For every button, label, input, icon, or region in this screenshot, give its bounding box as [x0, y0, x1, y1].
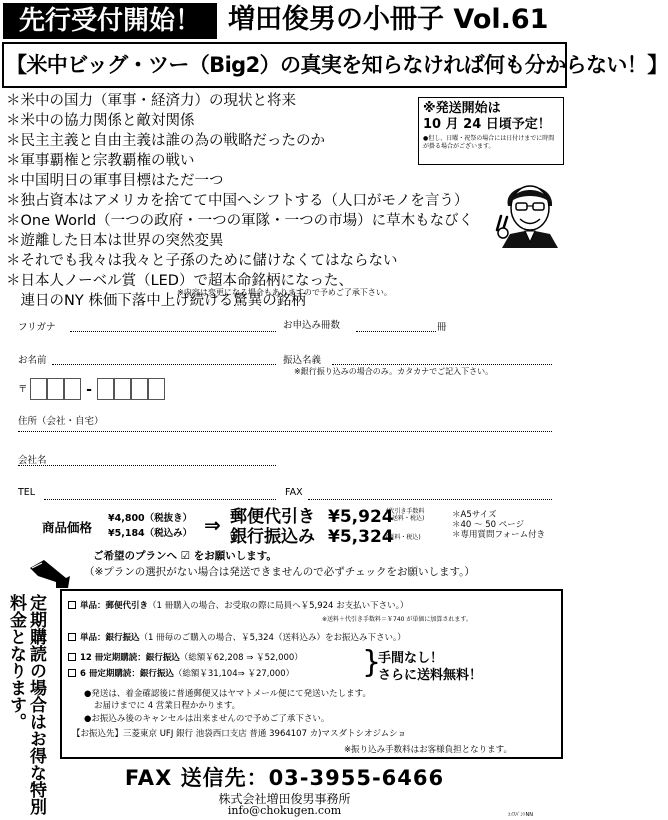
- fax-label: FAX: [285, 487, 303, 498]
- plan-label: 単品：郵便代引き: [80, 601, 149, 611]
- copies-unit: 冊: [437, 322, 447, 333]
- document-code: ｴｲｽﾊﾞﾝﾄNN: [508, 812, 533, 818]
- checkbox[interactable]: [68, 633, 76, 641]
- bank-price: ¥5,324: [328, 527, 394, 547]
- free-shipping-2: さらに送料無料！: [378, 668, 483, 683]
- shipping-rule-2: お届けまでに 4 営業日程かかります。: [94, 701, 241, 711]
- postal-dash: -: [86, 382, 92, 398]
- topic-item: ＊米中の協力関係と敵対関係: [6, 113, 195, 129]
- choose-plan-text-b: をお願いします。: [193, 550, 277, 562]
- topic-item: ＊日本人ノーベル賞（LED）で超本命銘柄になった、: [6, 273, 353, 289]
- postal-mark: 〒: [18, 384, 28, 395]
- topic-item: ＊遊離した日本は世界の突然変異: [6, 233, 224, 249]
- bank-label: 銀行振込み: [230, 527, 315, 547]
- topic-item: ＊それでも我々は我々と子孫のために儲けなくてはならない: [6, 253, 398, 269]
- cod-price: ¥5,924: [328, 507, 394, 527]
- choose-plan-text: [93, 548, 277, 563]
- topic-item: ＊民主主義と自由主義は誰の為の戦略だったのか: [6, 133, 325, 149]
- tel-label: TEL: [18, 487, 36, 498]
- content-disclaimer: ※内容は変更になる場合もありますので予めご了承下さい。: [177, 288, 392, 297]
- shipping-title: ※発送開始は: [423, 101, 501, 116]
- topic-item: ＊独占資本はアメリカを捨てて中国へシフトする（人口がモノを言う）: [6, 193, 469, 209]
- plan-6-issues[interactable]: [68, 669, 294, 680]
- tel-field[interactable]: [44, 499, 276, 500]
- price-in-tax: ¥5,184（税込み）: [108, 528, 193, 539]
- topic-list: [6, 91, 473, 311]
- name-field[interactable]: [52, 364, 276, 365]
- cod-note-1: (代引き手数料: [386, 508, 425, 515]
- author-caricature: [494, 172, 566, 248]
- copies-label: お申込み冊数: [283, 320, 341, 331]
- pointing-hand-icon: [28, 556, 72, 590]
- plan-label: 12 冊定期購読：銀行振込: [80, 653, 180, 663]
- plan-12-issues[interactable]: [68, 653, 303, 664]
- plan-text: （総額￥62,208 ⇒ ￥52,000）: [179, 653, 303, 663]
- transfer-name-field[interactable]: [332, 364, 552, 365]
- plan-label: 6 冊定期購読：銀行振込: [80, 669, 174, 679]
- fax-field[interactable]: [308, 499, 552, 500]
- spec-pages: ＊40 ～ 50 ページ: [452, 520, 525, 530]
- fee-note: ※振り込み手数料はお客様負担となります。: [344, 745, 512, 755]
- postal-code-field[interactable]: [30, 378, 165, 404]
- furigana-label: フリガナ: [18, 322, 56, 333]
- furigana-field[interactable]: [70, 331, 276, 332]
- plan-single-cod[interactable]: [68, 601, 408, 612]
- bank-account: 【お振込先】三菱東京 UFJ 銀行 池袋西口支店 普通 3964107 カ)マスダトシオジムショ: [72, 729, 406, 739]
- plan-single-cod-note: ※送料＋代引き手数料＝￥740 が単価に加算されます。: [322, 616, 472, 623]
- plan-text: （総額￥31,104⇒ ￥27,000）: [173, 669, 295, 679]
- shipping-rule: ●発送は、着金確認後に普通郵便又はヤマトメール便にて発送いたします。: [84, 689, 371, 699]
- price-ex-tax: ¥4,800（税抜き）: [108, 513, 193, 524]
- header-badge: 先行受付開始！: [3, 3, 217, 39]
- cod-label: 郵便代引き: [230, 507, 315, 527]
- topic-item: ＊米中の国力（軍事・経済力）の現状と将来: [6, 93, 296, 109]
- company-label: 会社名: [18, 455, 47, 466]
- plan-text: （1 冊毎のご購入の場合、￥5,324（送料込み）をお振込み下さい。）: [139, 633, 406, 643]
- company-name: 株式会社増田俊男事務所: [218, 792, 351, 806]
- plan-single-bank[interactable]: [68, 633, 406, 644]
- checkbox[interactable]: [68, 601, 76, 609]
- fax-number: FAX 送信先：03-3955-6466: [124, 766, 445, 790]
- company-field[interactable]: [18, 465, 276, 466]
- bank-note: (送料・税込): [386, 534, 421, 541]
- plan-label: 単品：銀行振込: [80, 633, 140, 643]
- topic-item: 連日のNY 株価下落中上げ続ける驚異の銘柄: [6, 293, 306, 309]
- spec-form: ＊専用質問フォーム付き: [452, 530, 546, 540]
- spec-size: ＊A5サイズ: [452, 510, 497, 520]
- email-link[interactable]: info@chokugen.com: [227, 804, 342, 817]
- copies-field[interactable]: [356, 331, 436, 332]
- topic-item: ＊中国明日の軍事目標はただ一つ: [6, 173, 224, 189]
- plan-text: （1 冊購入の場合、お受取の際に局員へ￥5,924 お支払い下さい。）: [148, 601, 409, 611]
- shipping-date: 10 月 24 日頃予定！: [423, 117, 551, 132]
- address-field[interactable]: [18, 431, 552, 432]
- price-label: 商品価格: [42, 520, 93, 535]
- choose-plan-text-a: ご希望のプランへ: [93, 550, 177, 562]
- choose-plan-note: （※プランの選択がない場合は発送できませんので必ずチェックをお願いします。）: [84, 566, 475, 578]
- main-banner: 【米中ビッグ・ツー（Big2）の真実を知らなければ何も分からない！】: [2, 42, 567, 88]
- plan-brace: }: [362, 645, 382, 680]
- transfer-name-label: 振込名義: [283, 355, 322, 366]
- topic-item: ＊One World（一つの政府・一つの軍隊・一つの市場）に草木もなびく: [6, 213, 474, 229]
- checkbox-icon: ☑: [180, 550, 191, 562]
- address-label: 住所（会社・自宅）: [18, 416, 104, 427]
- transfer-name-note: ※銀行振り込みの場合のみ。カタカナでご記入下さい。: [294, 367, 494, 376]
- cancel-rule: ●お振込み後のキャンセルは出来ませんので予めご了承下さい。: [84, 714, 330, 724]
- shipping-notice: [418, 97, 564, 165]
- subscription-vertical-note: 定期購読の場合はお得な特別料金となります。: [6, 594, 46, 815]
- header-title: 増田俊男の小冊子 Vol.61: [228, 4, 549, 35]
- cod-note-2: ・送料・税込): [386, 515, 425, 522]
- free-shipping-1: 手間なし！: [378, 651, 444, 666]
- name-label: お名前: [18, 355, 47, 366]
- checkbox[interactable]: [68, 669, 76, 677]
- topic-item: ＊軍事覇権と宗教覇権の戦い: [6, 153, 195, 169]
- price-arrow: ⇒: [204, 513, 221, 537]
- checkbox[interactable]: [68, 653, 76, 661]
- shipping-note: ●但し、日曜・祝祭の場合には日付けまでに時間が掛る場合がございます。: [423, 135, 555, 150]
